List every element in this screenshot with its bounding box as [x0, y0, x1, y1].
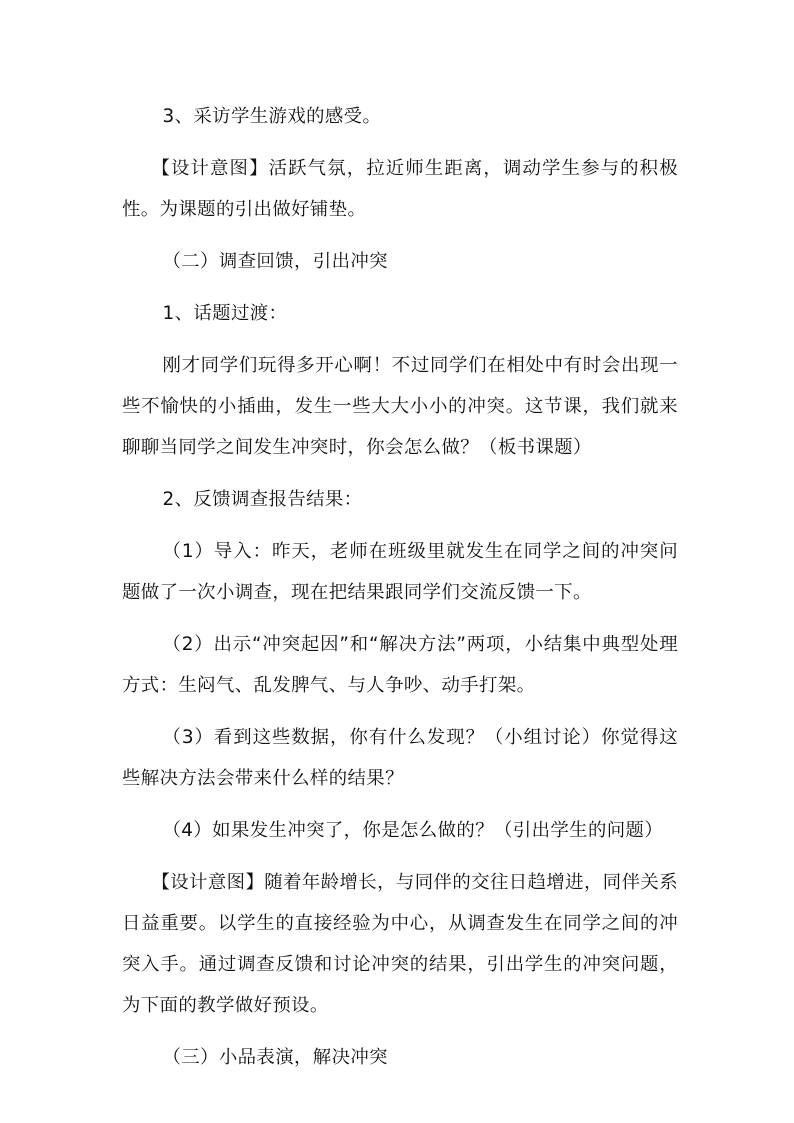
paragraph-design-intent-2: 【设计意图】随着年龄增长，与同伴的交往日趋增进，同伴关系日益重要。以学生的直接经验为中心，从调查发生在同学之间的冲突入手。通过调查反馈和讨论冲突的结果，引出学生的冲突问题，为下面的教学做好预设。 — [122, 872, 678, 1016]
paragraph-interview-feelings: 3、采访学生游戏的感受。 — [162, 106, 382, 127]
paragraph-design-intent-1: 【设计意图】活跃气氛，拉近师生距离，调动学生参与的积极性。为课题的引出做好铺垫。 — [122, 158, 678, 220]
paragraph-step-4: （4）如果发生冲突了，你是怎么做的？（引出学生的问题） — [162, 820, 664, 841]
paragraph-intro-speech: 刚才同学们玩得多开心啊！不过同学们在相处中有时会出现一些不愉快的小插曲，发生一些大大小小的冲突。这节课，我们就来聊聊当同学之间发生冲突时，你会怎么做？（板书课题） — [122, 355, 678, 458]
paragraph-topic-transition: 1、话题过渡： — [162, 303, 288, 324]
document-body — [122, 96, 678, 1078]
section-heading-skit: （三）小品表演，解决冲突 — [162, 1047, 388, 1068]
paragraph-feedback-results: 2、反馈调查报告结果： — [162, 489, 363, 510]
paragraph-step-3: （3）看到这些数据，你有什么发现？（小组讨论）你觉得这些解决方法会带来什么样的结果？ — [122, 727, 678, 789]
paragraph-step-2: （2）出示“冲突起因”和“解决方法”两项，小结集中典型处理方式：生闷气、乱发脾气、与人争吵、动手打架。 — [122, 634, 678, 696]
section-heading-survey: （二）调查回馈，引出冲突 — [162, 251, 388, 272]
paragraph-step-1: （1）导入：昨天，老师在班级里就发生在同学之间的冲突问题做了一次小调查，现在把结果跟同学们交流反馈一下。 — [122, 541, 678, 603]
